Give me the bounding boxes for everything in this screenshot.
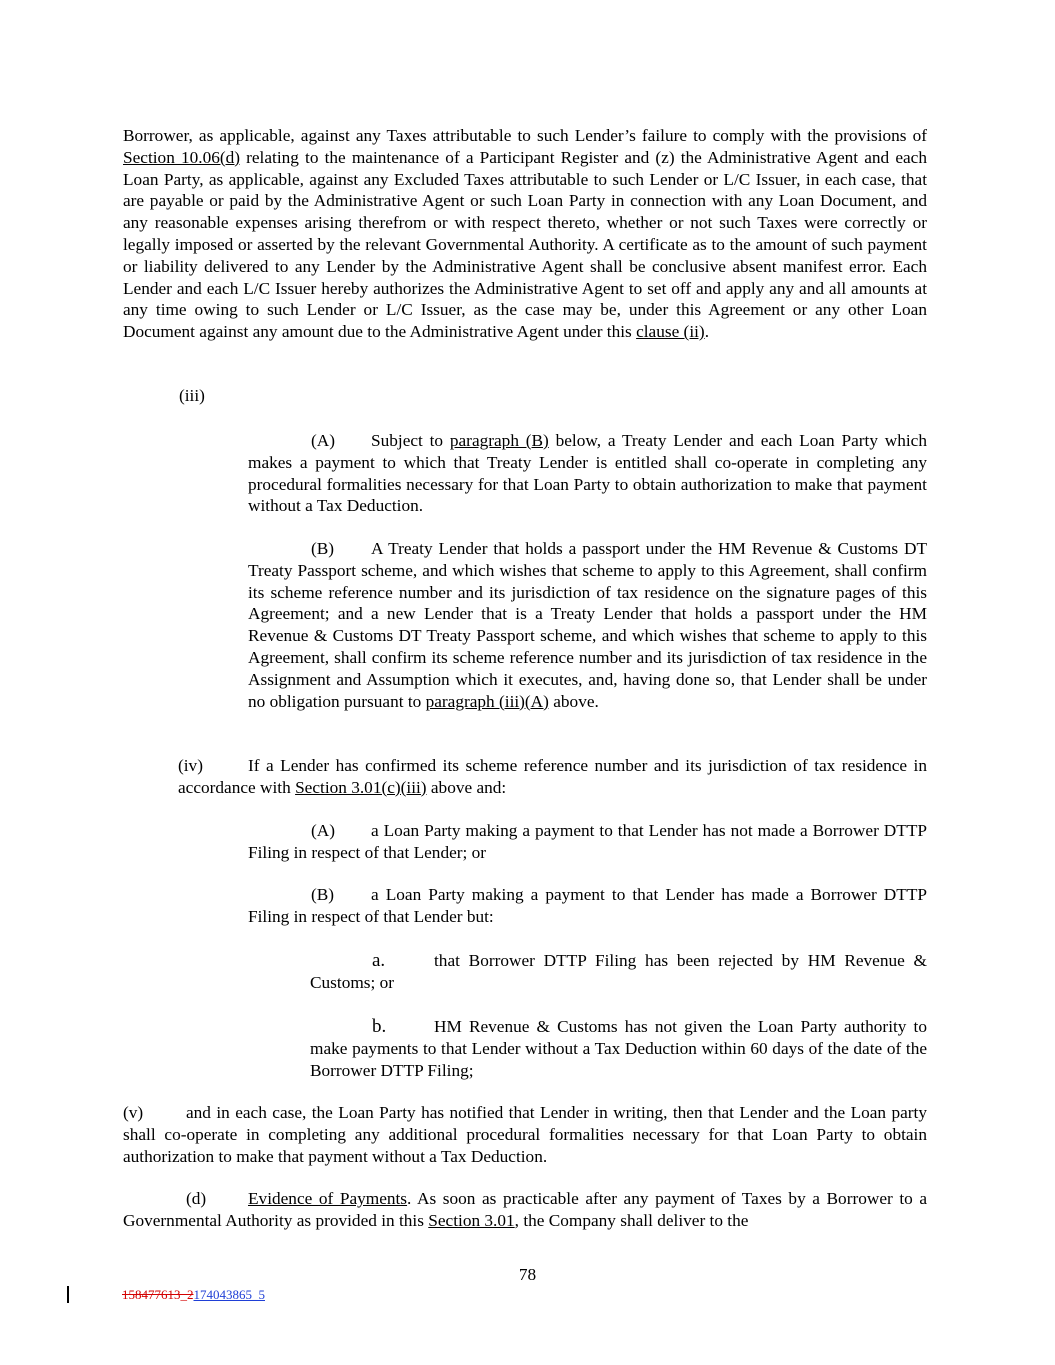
cross-reference[interactable]: Section 3.01(c)(iii) bbox=[295, 777, 427, 797]
clause-label-a: (A) bbox=[311, 431, 335, 450]
deleted-doc-id: 158477613_2 bbox=[122, 1287, 194, 1302]
paragraph-iv-b-b: b. HM Revenue & Customs has not given the Loan Party authority to make payments to that Lender without a Tax Deduction within 60 days of the date of the Borrower DTTP Filing; bbox=[310, 1016, 927, 1080]
page-number: 78 bbox=[518, 1265, 537, 1284]
clause-label-b: (B) bbox=[311, 885, 335, 904]
change-bar bbox=[67, 1286, 69, 1303]
cross-reference[interactable]: Section 10.06(d) bbox=[123, 147, 240, 167]
section-heading: Evidence of Payments bbox=[248, 1189, 408, 1208]
paragraph-continuation: Borrower, as applicable, against any Taxes attributable to such Lender’s failure to comply with the provisions of Section 10.06(d) relating to the maintenance of a Participant Register and (z) the Administrative Agent and each Loan Party, as applicable, against any Excluded Taxes attributable to such Lender or L/C Issuer, in each case, that are payable or paid by the Administrative Agent or such Loan Party in connection with any Loan Document, and any reasonable expenses arising therefrom or with respect thereto, whether or not such Taxes were correctly or legally imposed or asserted by the relevant Governmental Authority. A certificate as to the amount of such payment or liability delivered to any Lender by the Administrative Agent shall be conclusive absent manifest error. Each Lender and each L/C Issuer hereby authorizes the Administrative Agent to set off and apply any and all amounts at any time owing to such Lender or L/C Issuer, as the case may be, under this Agreement or any other Loan Document against any amount due to the Administrative Agent under this clause (ii). bbox=[123, 126, 927, 342]
paragraph-v: (v) and in each case, the Loan Party has notified that Lender in writing, then that Lender and the Loan party shall co-operate in completing any additional procedural formalities necessary for that Loan Party to obtain authorization to make that payment without a Tax Deduction. bbox=[123, 1103, 927, 1166]
clause-label-iv: (iv) bbox=[178, 756, 203, 775]
clause-label-b: (B) bbox=[311, 539, 335, 558]
paragraph-iv: (iv) If a Lender has confirmed its scheme reference number and its jurisdiction of tax residence in accordance with Section 3.01(c)(iii) above and: bbox=[178, 756, 927, 797]
clause-label-a-lower: a. bbox=[372, 950, 386, 971]
clause-label-v: (v) bbox=[123, 1103, 144, 1122]
cross-reference[interactable]: paragraph (iii)(A) bbox=[425, 691, 549, 711]
paragraph-iii-a: (A) Subject to paragraph (B) below, a Treaty Lender and each Loan Party which makes a payment to which that Treaty Lender is entitled shall co-operate in completing any procedural formalities necessary for that Loan Party to obtain authorization to make that payment without a Tax Deduction. bbox=[248, 431, 927, 516]
clause-label-b-lower: b. bbox=[372, 1016, 387, 1037]
clause-label-iii: (iii) bbox=[179, 386, 205, 405]
paragraph-d: (d) Evidence of Payments. As soon as practicable after any payment of Taxes by a Borrower to a Governmental Authority as provided in this Section 3.01, the Company shall deliver to the bbox=[123, 1189, 928, 1230]
document-id-footer bbox=[122, 1287, 265, 1303]
paragraph-iv-b: (B) a Loan Party making a payment to that Lender has made a Borrower DTTP Filing in respect of that Lender but: bbox=[248, 885, 927, 926]
clause-label-d: (d) bbox=[186, 1189, 207, 1208]
paragraph-iii-b: (B) A Treaty Lender that holds a passport under the HM Revenue & Customs DT Treaty Passport scheme, and which wishes that scheme to apply to this Agreement, shall confirm its scheme reference number and its jurisdiction of tax residence on the signature pages of this Agreement; and a new Lender that is a Treaty Lender that holds a passport under the HM Revenue & Customs DT Treaty Passport scheme, and which wishes that scheme to apply to this Agreement, shall confirm its scheme reference number and its jurisdiction of tax residence in the Assignment and Assumption which it executes, and, having done so, that Lender shall be under no obligation pursuant to paragraph (iii)(A) above. bbox=[248, 539, 927, 711]
paragraph-iv-a: (A) a Loan Party making a payment to that Lender has not made a Borrower DTTP Filing in respect of that Lender; or bbox=[248, 821, 927, 862]
cross-reference[interactable]: clause (ii) bbox=[636, 322, 705, 342]
cross-reference[interactable]: paragraph (B) bbox=[449, 431, 549, 450]
clause-label-a: (A) bbox=[311, 821, 335, 840]
cross-reference[interactable]: Section 3.01 bbox=[428, 1210, 515, 1230]
inserted-doc-id: 174043865_5 bbox=[193, 1287, 265, 1302]
paragraph-iv-b-a: a. that Borrower DTTP Filing has been rejected by HM Revenue & Customs; or bbox=[310, 950, 927, 992]
